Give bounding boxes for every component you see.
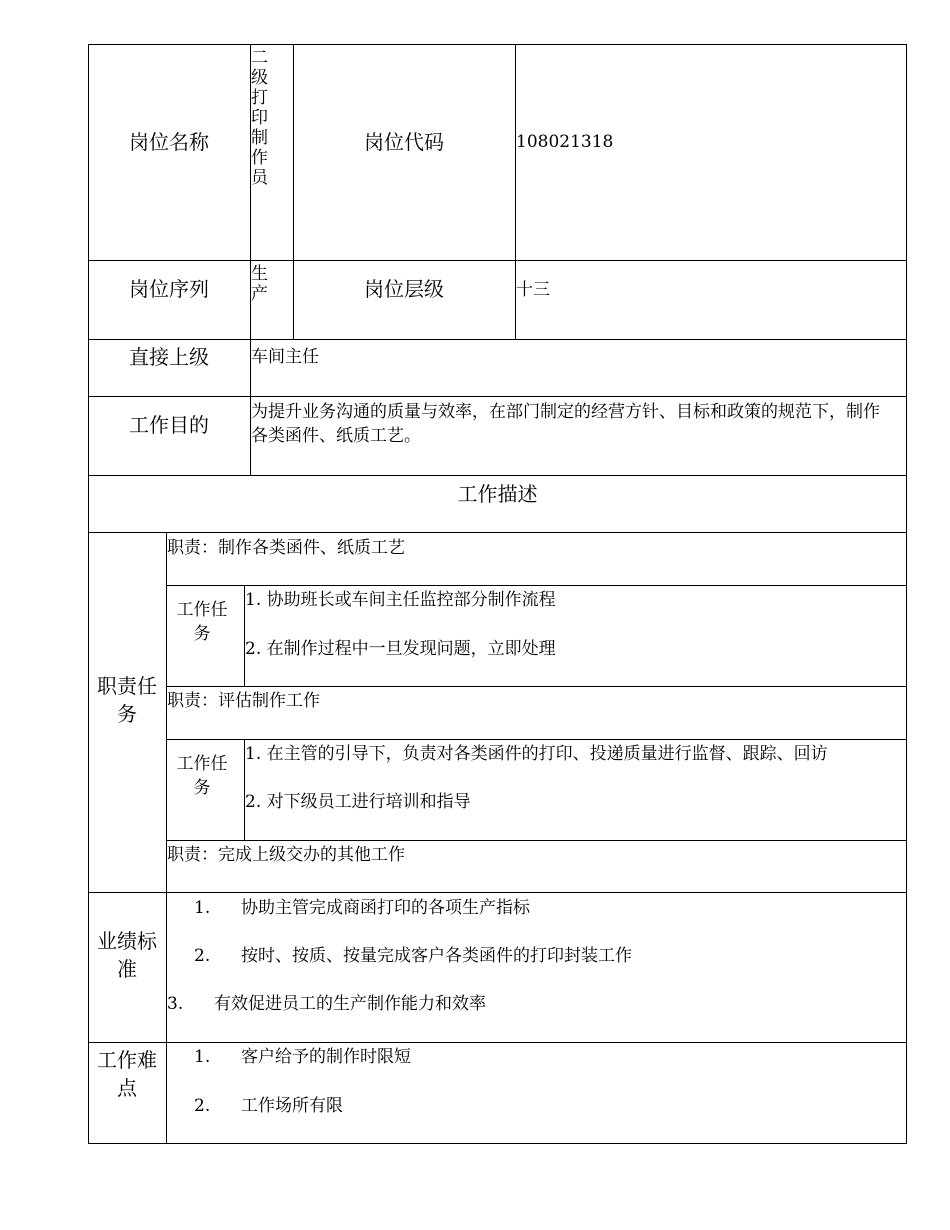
performance-item-3: 有效促进员工的生产制作能力和效率 [214,994,486,1014]
performance-label: 业绩标准 [97,929,157,981]
duty-2: 职责：评估制作工作 [167,691,320,711]
supervisor-label: 直接上级 [129,345,209,369]
row-divider [88,1042,907,1043]
post-name-label: 岗位名称 [129,130,209,154]
duty-1-task-2: 2. 在制作过程中一旦发现问题，立即处理 [245,639,556,659]
col-divider [166,532,167,1143]
duty-2-task-1: 1. 在主管的引导下，负责对各类函件的打印、投递质量进行监督、跟踪、回访 [245,744,828,764]
duty-3: 职责：完成上级交办的其他工作 [167,845,405,865]
duty-2-task-label: 工作任务 [176,754,228,798]
performance-item-3-num: 3. [167,994,184,1014]
performance-item-1: 协助主管完成商函打印的各项生产指标 [241,898,530,918]
duties-section-label: 职责任务 [97,674,157,726]
post-name-value: 二级打印制作员 [251,48,268,188]
difficulty-item-2: 工作场所有限 [241,1096,343,1116]
table-border [88,44,89,1143]
row-divider [166,686,907,687]
post-code-label: 岗位代码 [364,130,444,154]
purpose-label: 工作目的 [129,413,209,437]
row-divider [88,475,907,476]
post-level-value: 十三 [516,280,550,300]
description-title: 工作描述 [457,482,538,506]
post-series-label: 岗位序列 [129,277,209,301]
table-border [88,44,907,45]
table-border [88,1143,907,1144]
difficulty-item-1-num: 1. [194,1047,211,1067]
post-code-value: 108021318 [516,132,614,152]
row-divider [88,396,907,397]
difficulty-item-2-num: 2. [194,1096,211,1116]
performance-item-2: 按时、按质、按量完成客户各类函件的打印封装工作 [241,946,632,966]
performance-item-2-num: 2. [194,946,211,966]
difficulty-label: 工作难点 [97,1048,157,1100]
row-divider [88,260,907,261]
post-series-value: 生产 [251,264,268,304]
row-divider [166,840,907,841]
supervisor-value: 车间主任 [251,347,319,367]
table-border [906,44,907,1143]
row-divider [166,739,907,740]
purpose-value: 为提升业务沟通的质量与效率，在部门制定的经营方针、目标和政策的规范下，制作各类函件、纸质工艺。 [251,402,880,446]
post-level-label: 岗位层级 [364,277,444,301]
duty-2-task-2: 2. 对下级员工进行培训和指导 [245,792,471,812]
duty-1-task-1: 1. 协助班长或车间主任监控部分制作流程 [245,590,556,610]
row-divider [88,339,907,340]
row-divider [88,892,907,893]
duty-1: 职责：制作各类函件、纸质工艺 [167,538,405,558]
difficulty-item-1: 客户给予的制作时限短 [241,1047,411,1067]
row-divider [166,585,907,586]
duty-1-task-label: 工作任务 [176,600,228,644]
row-divider [88,532,907,533]
performance-item-1-num: 1. [194,898,211,918]
